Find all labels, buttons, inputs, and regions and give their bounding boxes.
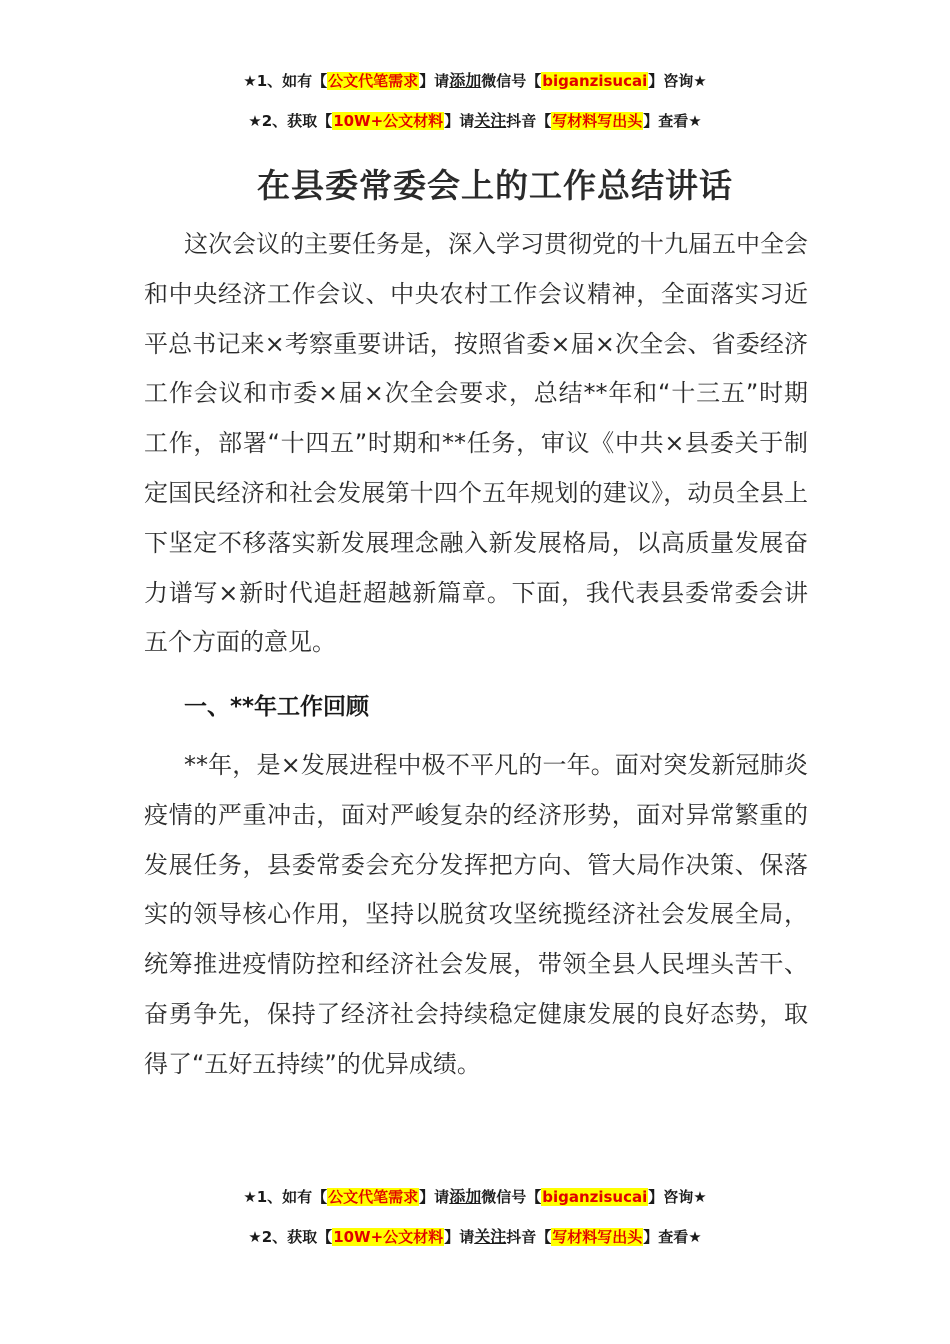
paragraph-intro: 这次会议的主要任务是，深入学习贯彻党的十九届五中全会和中央经济工作会议、中央农村工作会议精神，全面落实习近平总书记来×考察重要讲话，按照省委×届×次全会、省委经济工作会议和市委×届×次全会要求，总结**年和“十三五”时期工作，部署“十四五”时期和**任务，审议《中共×县委关于制定国民经济和社会发展第十四个五年规划的建议》，动员全县上下坚定不移落实新发展理念融入新发展格局，以高质量发展奋力谱写×新时代追赶超越新篇章。下面，我代表县委常委会讲五个方面的意见。 (144, 230, 808, 657)
section-heading: 一、**年工作回顾 (184, 694, 370, 720)
promo-banner-top-line1: ★1、如有【公文代笔需求】请添加微信号【biganzisucai】咨询★ (243, 71, 707, 90)
douyin-account: 写材料写出头 (552, 1228, 643, 1246)
promo-banner-bottom-line2: ★2、获取【10W+公文材料】请关注抖音【写材料写出头】查看★ (248, 1227, 702, 1246)
wechat-id: biganzisucai (542, 1188, 648, 1206)
highlight-service: 公文代笔需求 (328, 72, 419, 90)
promo-banner-top-line2: ★2、获取【10W+公文材料】请关注抖音【写材料写出头】查看★ (248, 111, 702, 130)
highlight-service: 公文代笔需求 (328, 1188, 419, 1206)
document-title: 在县委常委会上的工作总结讲话 (257, 166, 733, 205)
wechat-id: biganzisucai (542, 72, 648, 90)
promo-banner-bottom-line1: ★1、如有【公文代笔需求】请添加微信号【biganzisucai】咨询★ (243, 1187, 707, 1206)
highlight-materials: 10W+公文材料 (333, 112, 444, 130)
paragraph-review: **年，是×发展进程中极不平凡的一年。面对突发新冠肺炎疫情的严重冲击，面对严峻复杂的经济形势，面对异常繁重的发展任务，县委常委会充分发挥把方向、管大局作决策、保落实的领导核心作用，坚持以脱贫攻坚统揽经济社会发展全局，统筹推进疫情防控和经济社会发展，带领全县人民埋头苦干、奋勇争先，保持了经济社会持续稳定健康发展的良好态势，取得了“五好五持续”的优异成绩。 (144, 751, 808, 1078)
highlight-materials: 10W+公文材料 (333, 1228, 444, 1246)
douyin-account: 写材料写出头 (552, 112, 643, 130)
